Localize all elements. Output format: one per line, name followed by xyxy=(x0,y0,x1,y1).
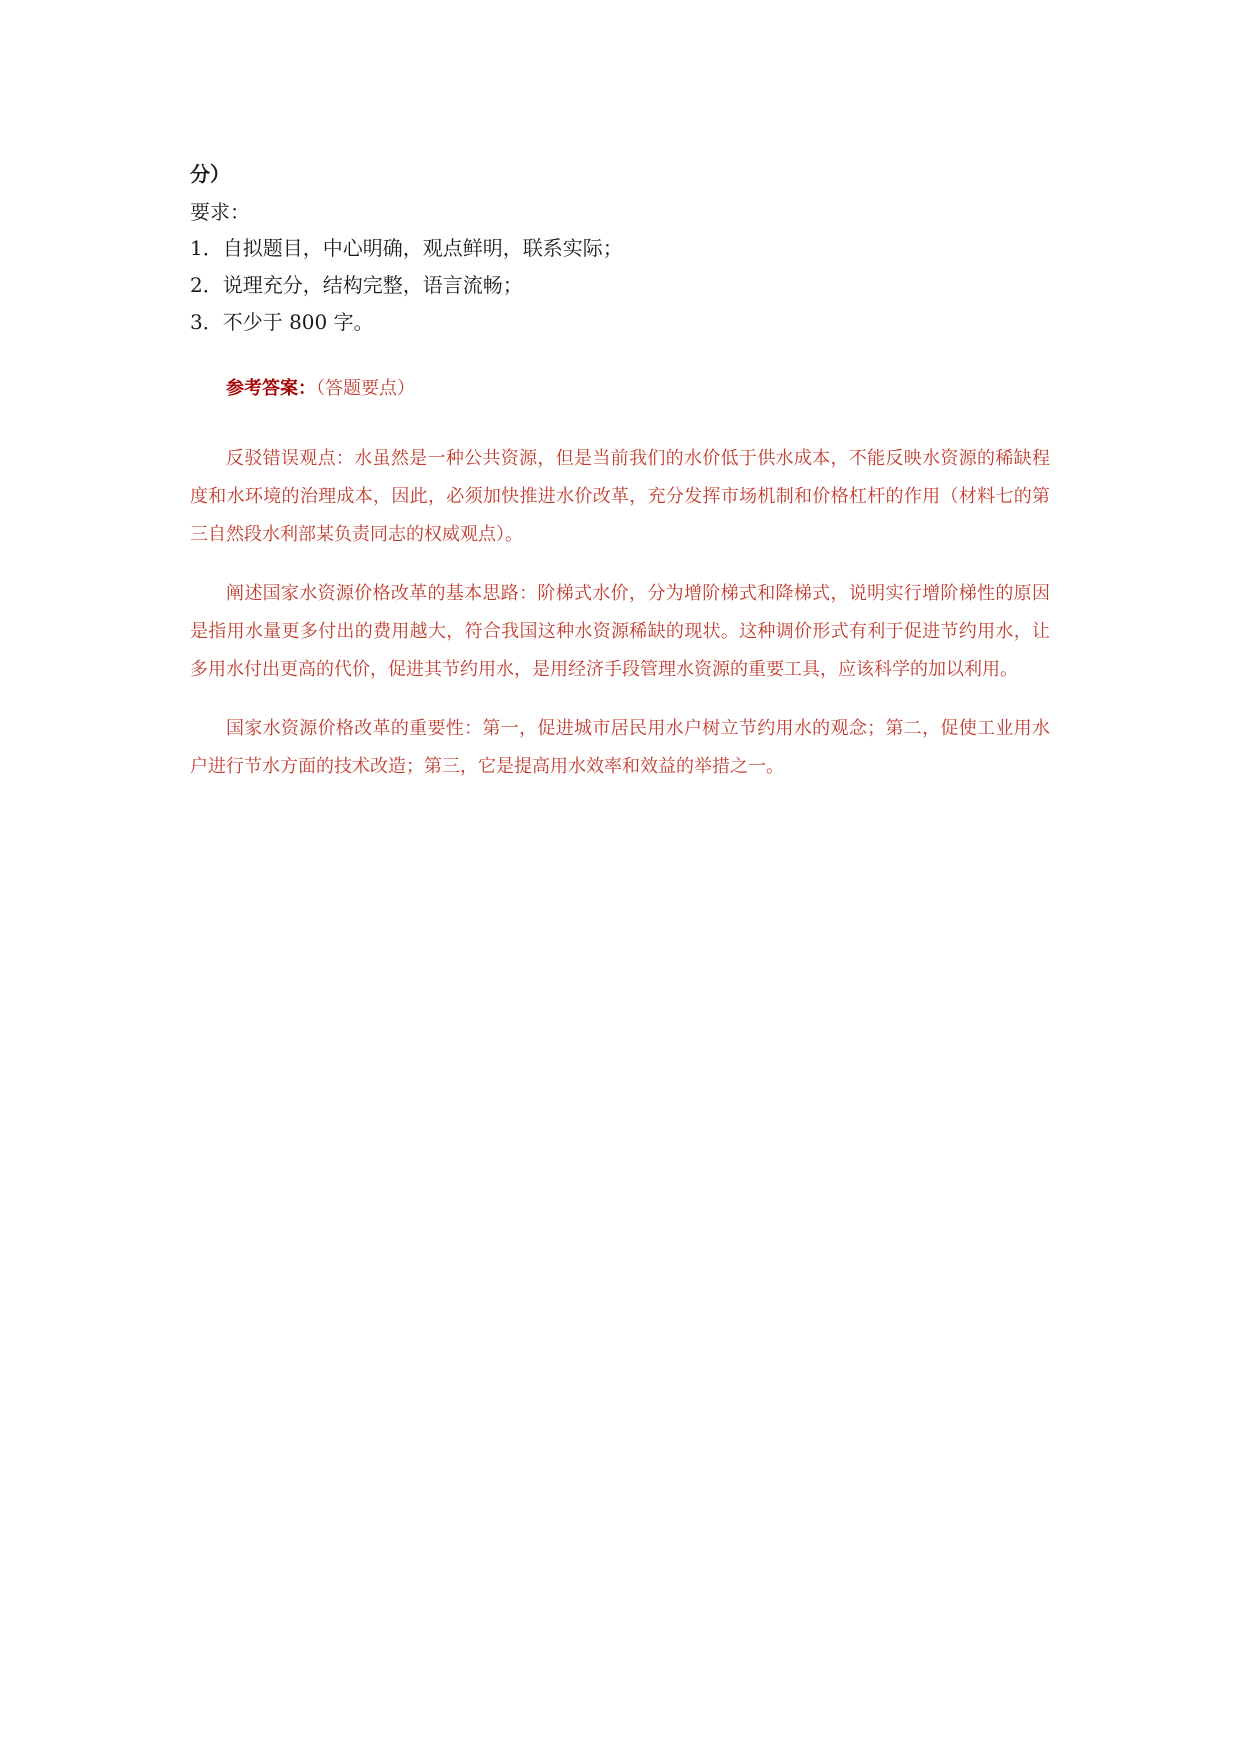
answer-paragraph-2: 阐述国家水资源价格改革的基本思路：阶梯式水价，分为增阶梯式和降梯式，说明实行增阶梯性的原因是指用水量更多付出的费用越大，符合我国这种水资源稀缺的现状。这种调价形式有利于促进节约用水，让多用水付出更高的代价，促进其节约用水，是用经济手段管理水资源的重要工具，应该科学的加以利用。 xyxy=(190,583,1050,680)
answer-paragraph-1: 反驳错误观点：水虽然是一种公共资源，但是当前我们的水价低于供水成本，不能反映水资源的稀缺程度和水环境的治理成本，因此，必须加快推进水价改革，充分发挥市场机制和价格杠杆的作用（材料七的第三自然段水利部某负责同志的权威观点）。 xyxy=(190,448,1050,545)
requirement-item-2: 2．说理充分，结构完整，语言流畅； xyxy=(190,273,523,297)
requirement-item-1: 1．自拟题目，中心明确，观点鲜明，联系实际； xyxy=(190,236,623,260)
answer-paragraph-3: 国家水资源价格改革的重要性：第一，促进城市居民用水户树立节约用水的观念；第二，促使工业用水户进行节水方面的技术改造；第三，它是提高用水效率和效益的举措之一。 xyxy=(190,718,1050,777)
answer-heading xyxy=(226,374,415,400)
answer-note: （答题要点） xyxy=(316,378,415,399)
header-fragment: 分） xyxy=(190,162,230,186)
requirements-title: 要求： xyxy=(190,200,250,224)
requirement-item-3: 3．不少于 800 字。 xyxy=(190,310,374,334)
answer-label: 参考答案： xyxy=(226,378,316,399)
